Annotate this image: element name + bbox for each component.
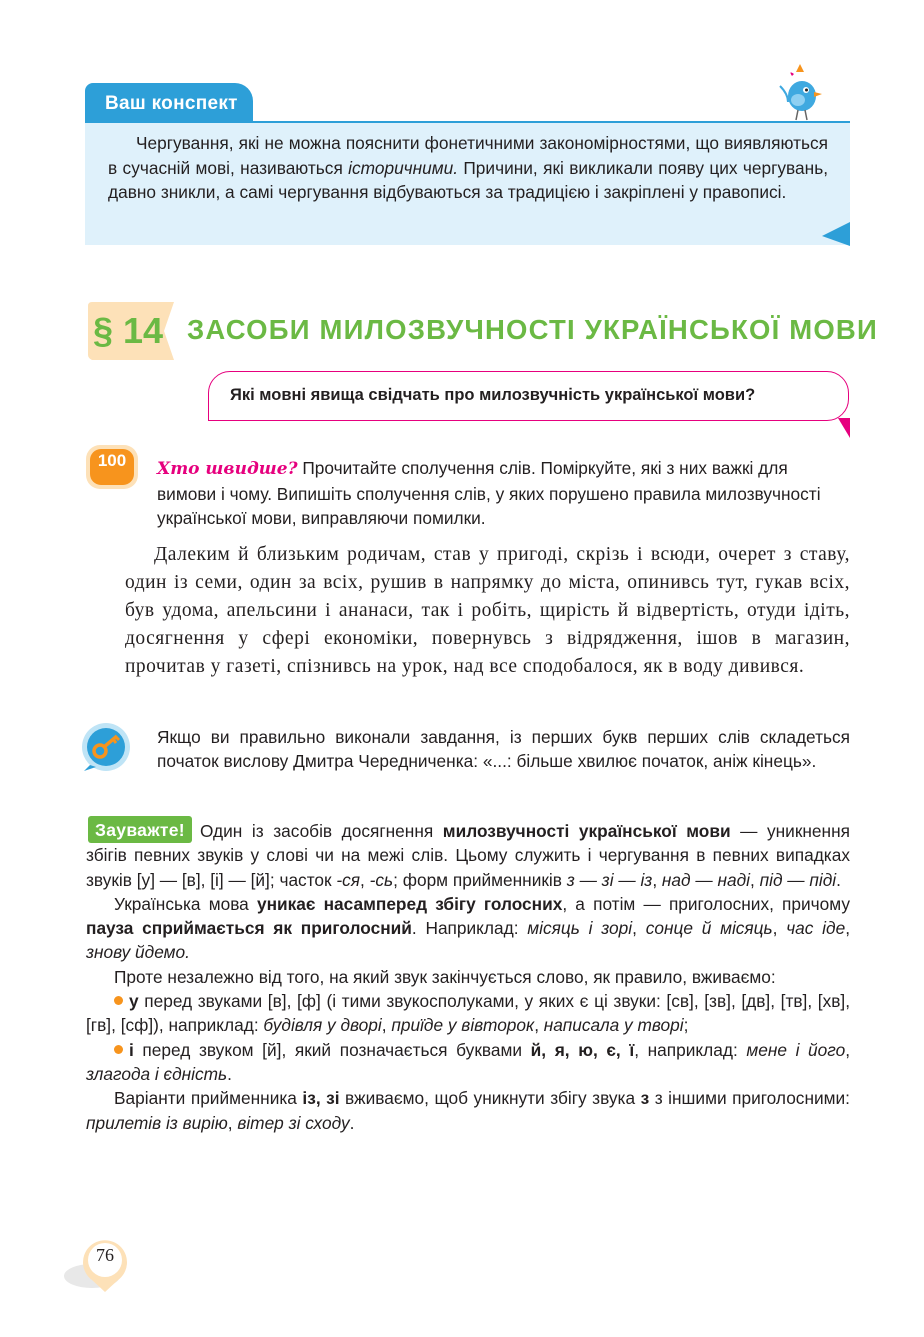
question-tail-icon: [838, 418, 852, 438]
note-paragraph-1: Один із засобів досягнення милозвучності української мови — уникнення збігів певних звуків у слові чи на межі слів. Цьому служить і чергування в певних випадках звуків [у] — [в], [і] — [й]; часток -ся, -сь; форм прийменників з — зі — із, над — наді, під — піді.: [86, 821, 850, 890]
note-paragraph-3: Проте незалежно від того, на який звук закінчується слово, як правило, вживаємо:: [114, 966, 776, 987]
konspekt-title: Ваш конспект: [85, 83, 253, 123]
key-icon: [80, 721, 132, 773]
note-bullet-u: у перед звуками [в], [ф] (і тими звукосполуками, у яких є ці звуки: [св], [зв], [дв], [тв], [хв], [гв], [сф]), наприклад: будівля у дворі, приїде у вівторок, написала у творі;: [86, 991, 850, 1036]
section-title: ЗАСОБИ МИЛОЗВУЧНОСТІ УКРАЇНСЬКОЇ МОВИ: [187, 314, 878, 345]
bullet-icon: [114, 996, 123, 1005]
task-instructions: Хто швидше? Прочитайте сполучення слів. Поміркуйте, які з них важкі для вимови і чому. Випишіть сполучення слів, у яких порушено правила милозвучності української мови, виправляючи помилки.: [157, 458, 821, 528]
bullet-icon: [114, 1045, 123, 1054]
exercise-text: Далеким й близьким родичам, став у пригоді, скрізь і всюди, очерет з ставу, один із семи, один за всіх, рушив в напрямку до міста, опинивсь тут, гукав всіх, був удома, апельсини і ананаси, так і робіть, щирість й відвертість, отуди ідіть, досягнення у сфері економіки, повернувсь з відрядження, ішов в магазин, прочитав у газеті, спізнивсь на урок, над все сподобалося, як в воду дивився.: [125, 544, 850, 677]
note-paragraph-6: Варіанти прийменника із, зі вживаємо, щоб уникнути збігу звука з з іншими приголосними: прилетів із вирію, вітер зі сходу.: [86, 1088, 850, 1133]
note-label: Зауважте!: [88, 816, 192, 843]
bird-icon: [778, 64, 828, 124]
key-question: Які мовні явища свідчать про милозвучність української мови?: [208, 371, 849, 421]
task-number: 100: [97, 451, 127, 470]
section-number: § 14: [92, 310, 164, 351]
note-paragraph-2: Українська мова уникає насамперед збігу голосних, а потім — приголосних, причому пауза сприймається як приголосний. Наприклад: місяць і зорі, сонце й місяць, час іде, знову йдемо.: [86, 893, 851, 963]
corner-fold-icon: [822, 222, 850, 246]
note-bullet-i: і перед звуком [й], який позначається буквами й, я, ю, є, ї, наприклад: мене і його, злагода і єдність.: [86, 1039, 851, 1084]
note-body: [86, 819, 850, 1135]
page-number: 76: [96, 1245, 114, 1265]
hint-text: Якщо ви правильно виконали завдання, із перших букв перших слів складеться початок вислову Дмитра Чередниченка: «...: більше хвилює початок, аніж кінець».: [157, 727, 850, 771]
konspekt-text: Чергування, які не можна пояснити фонетичними закономірностями, що виявляються в сучасній мові, називаються історичними. Причини, які викликали появу цих чергувань, давно зникли, а самі чергування відбуваються за традицією і закріплені у правописі.: [108, 133, 829, 202]
konspekt-divider: [253, 121, 850, 123]
